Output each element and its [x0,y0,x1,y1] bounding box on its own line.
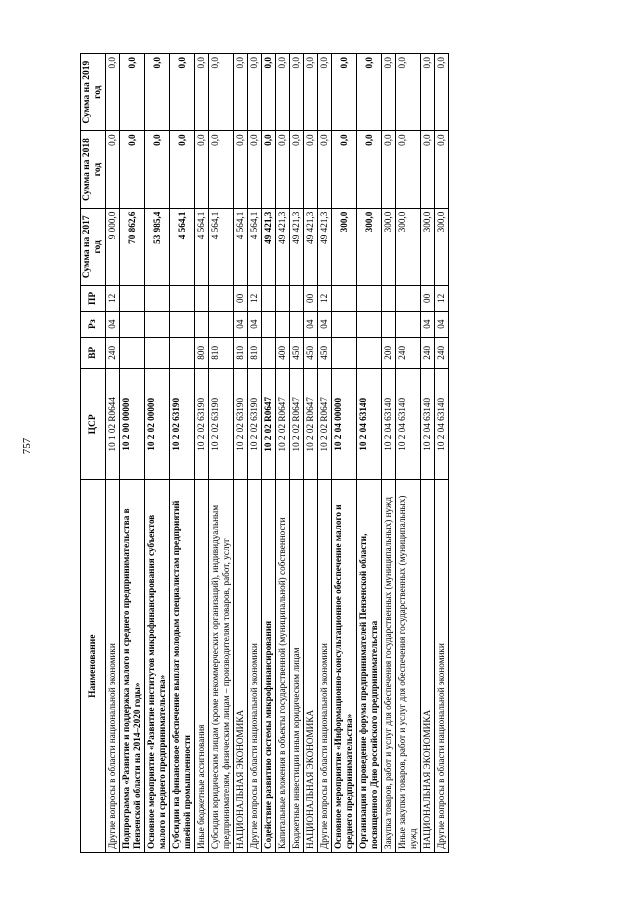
table-row [170,54,195,853]
cell-rz: 04 [421,311,435,337]
table-row [435,54,449,853]
cell-csr: 10 2 00 00000 [120,369,145,480]
rotated-page [80,53,640,853]
cell-sum-2019: 0,0 [357,54,382,131]
cell-rz [145,311,170,337]
table-row [396,54,421,853]
cell-sum-2019: 0,0 [195,54,209,131]
cell-pr [195,286,209,312]
cell-sum-2017: 49 421,3 [276,208,290,285]
header-sum-2019: Сумма на 2019 год [81,54,106,131]
header-rz: Рз [81,311,106,337]
cell-pr [170,286,195,312]
cell-name: Основное мероприятие «Развитие институтов микрофинансирования субъектов малого и среднего предпринимательства» [145,480,170,853]
cell-rz: 04 [304,311,318,337]
header-sum-2017: Сумма на 2017 год [81,208,106,285]
cell-pr: 12 [435,286,449,312]
cell-csr: 10 2 04 63140 [435,369,449,480]
cell-vr: 240 [435,337,449,369]
cell-name: НАЦИОНАЛЬНАЯ ЭКОНОМИКА [304,480,318,853]
cell-sum-2017: 49 421,3 [304,208,318,285]
cell-name: Субсидии юридическим лицам (кроме некоммерческих организаций), индивидуальным предпринимателям, физическим лицам – производителям товаров, работ, услуг [209,480,234,853]
cell-vr [332,337,357,369]
header-vr: ВР [81,337,106,369]
cell-sum-2019: 0,0 [318,54,332,131]
cell-sum-2018: 0,0 [262,131,276,208]
cell-sum-2018: 0,0 [195,131,209,208]
cell-csr: 10 2 04 00000 [332,369,357,480]
cell-sum-2019: 0,0 [304,54,318,131]
cell-rz [290,311,304,337]
cell-sum-2018: 0,0 [318,131,332,208]
cell-vr: 810 [234,337,248,369]
cell-vr: 200 [382,337,396,369]
cell-sum-2017: 300,0 [357,208,382,285]
cell-vr [357,337,382,369]
cell-csr: 10 2 02 63190 [209,369,234,480]
cell-name: Бюджетные инвестиции иным юридическим лицам [290,480,304,853]
table-row [209,54,234,853]
cell-rz [209,311,234,337]
cell-pr [276,286,290,312]
cell-sum-2017: 4 564,1 [170,208,195,285]
cell-vr [262,337,276,369]
table-body [106,54,449,853]
cell-vr: 450 [304,337,318,369]
cell-rz [357,311,382,337]
cell-name: Другие вопросы в области национальной экономики [248,480,262,853]
header-sum-2018: Сумма на 2018 год [81,131,106,208]
cell-csr: 10 2 02 63190 [234,369,248,480]
cell-vr: 450 [290,337,304,369]
cell-pr: 00 [421,286,435,312]
cell-csr: 10 2 02 R0647 [318,369,332,480]
cell-sum-2019: 0,0 [435,54,449,131]
cell-csr: 10 2 02 63190 [248,369,262,480]
cell-sum-2019: 0,0 [234,54,248,131]
table-row [290,54,304,853]
cell-sum-2017: 49 421,3 [290,208,304,285]
cell-csr: 10 2 04 63140 [396,369,421,480]
header-name: Наименование [81,480,106,853]
cell-csr: 10 2 04 63140 [382,369,396,480]
cell-pr: 12 [106,286,120,312]
table-row [357,54,382,853]
cell-sum-2017: 300,0 [421,208,435,285]
cell-name: НАЦИОНАЛЬНАЯ ЭКОНОМИКА [234,480,248,853]
cell-pr: 12 [248,286,262,312]
cell-vr: 240 [106,337,120,369]
cell-vr: 400 [276,337,290,369]
cell-pr: 12 [318,286,332,312]
table-row [332,54,357,853]
table-row [318,54,332,853]
table-row [248,54,262,853]
cell-sum-2019: 0,0 [421,54,435,131]
table-row [304,54,318,853]
cell-rz [170,311,195,337]
cell-sum-2019: 0,0 [145,54,170,131]
header-csr: ЦСР [81,369,106,480]
cell-csr: 10 2 02 R0647 [290,369,304,480]
cell-rz: 04 [234,311,248,337]
cell-sum-2017: 9 000,0 [106,208,120,285]
cell-sum-2017: 4 564,1 [234,208,248,285]
table-row [421,54,435,853]
cell-sum-2019: 0,0 [332,54,357,131]
cell-sum-2017: 300,0 [382,208,396,285]
cell-name: НАЦИОНАЛЬНАЯ ЭКОНОМИКА [421,480,435,853]
cell-csr: 10 2 02 R0647 [276,369,290,480]
cell-sum-2018: 0,0 [145,131,170,208]
table-row [106,54,120,853]
cell-name: Содействие развитию системы микрофинансирования [262,480,276,853]
cell-name: Другие вопросы в области национальной экономики [106,480,120,853]
cell-vr [145,337,170,369]
cell-rz [120,311,145,337]
header-pr: ПР [81,286,106,312]
cell-sum-2019: 0,0 [396,54,421,131]
cell-sum-2019: 0,0 [209,54,234,131]
cell-sum-2018: 0,0 [120,131,145,208]
cell-sum-2017: 4 564,1 [248,208,262,285]
page-number: 757 [21,437,33,455]
cell-vr [170,337,195,369]
cell-vr: 240 [421,337,435,369]
cell-rz [276,311,290,337]
cell-name: Закупка товаров, работ и услуг для обеспечения государственных (муниципальных) нужд [382,480,396,853]
cell-csr: 10 2 02 00000 [145,369,170,480]
cell-sum-2019: 0,0 [106,54,120,131]
cell-rz: 04 [318,311,332,337]
cell-pr [332,286,357,312]
cell-sum-2019: 0,0 [262,54,276,131]
cell-name: Иные закупки товаров, работ и услуг для обеспечения государственных (муниципальных) нужд [396,480,421,853]
cell-pr: 00 [304,286,318,312]
cell-csr: 10 2 04 63140 [357,369,382,480]
cell-name: Другие вопросы в области национальной экономики [435,480,449,853]
cell-sum-2017: 300,0 [396,208,421,285]
cell-sum-2019: 0,0 [170,54,195,131]
cell-pr [382,286,396,312]
cell-csr: 10 2 02 R0647 [262,369,276,480]
cell-sum-2018: 0,0 [332,131,357,208]
table-row [120,54,145,853]
cell-pr [396,286,421,312]
cell-sum-2019: 0,0 [120,54,145,131]
cell-name: Основное мероприятие «Информационно-консультационное обеспечение малого и среднего предпринимательства» [332,480,357,853]
cell-name: Другие вопросы в области национальной экономики [318,480,332,853]
cell-name: Капитальные вложения в объекты государственной (муниципальной) собственности [276,480,290,853]
cell-rz [195,311,209,337]
cell-rz: 04 [106,311,120,337]
cell-vr [120,337,145,369]
cell-sum-2017: 4 564,1 [195,208,209,285]
cell-name: Организация и проведение форума предпринимателей Пензенской области, посвященного Дню российского предпринимательства [357,480,382,853]
cell-sum-2019: 0,0 [276,54,290,131]
cell-vr: 450 [318,337,332,369]
cell-sum-2018: 0,0 [276,131,290,208]
cell-rz [262,311,276,337]
cell-sum-2018: 0,0 [290,131,304,208]
cell-vr: 810 [209,337,234,369]
cell-sum-2018: 0,0 [396,131,421,208]
cell-pr [290,286,304,312]
cell-vr: 240 [396,337,421,369]
table-row [382,54,396,853]
table-row [234,54,248,853]
cell-csr: 10 2 04 63140 [421,369,435,480]
cell-sum-2017: 53 985,4 [145,208,170,285]
cell-pr [145,286,170,312]
cell-csr: 10 1 02 R0644 [106,369,120,480]
cell-name: Субсидии на финансовое обеспечение выплат молодым специалистам предприятий швейной промышленности [170,480,195,853]
cell-sum-2018: 0,0 [234,131,248,208]
cell-sum-2018: 0,0 [209,131,234,208]
cell-sum-2019: 0,0 [248,54,262,131]
table-row [195,54,209,853]
cell-sum-2018: 0,0 [382,131,396,208]
cell-pr [357,286,382,312]
cell-pr [120,286,145,312]
cell-pr [209,286,234,312]
cell-sum-2019: 0,0 [382,54,396,131]
table-row [262,54,276,853]
cell-sum-2018: 0,0 [248,131,262,208]
cell-sum-2017: 70 862,6 [120,208,145,285]
cell-sum-2018: 0,0 [304,131,318,208]
cell-sum-2018: 0,0 [435,131,449,208]
cell-rz [396,311,421,337]
cell-sum-2017: 49 421,3 [262,208,276,285]
cell-csr: 10 2 02 63190 [195,369,209,480]
cell-vr: 810 [248,337,262,369]
cell-pr: 00 [234,286,248,312]
cell-rz: 04 [435,311,449,337]
cell-sum-2018: 0,0 [421,131,435,208]
cell-csr: 10 2 02 R0647 [304,369,318,480]
cell-sum-2017: 4 564,1 [209,208,234,285]
cell-sum-2018: 0,0 [357,131,382,208]
cell-sum-2018: 0,0 [170,131,195,208]
cell-sum-2017: 49 421,3 [318,208,332,285]
cell-rz: 04 [248,311,262,337]
cell-csr: 10 2 02 63190 [170,369,195,480]
cell-sum-2017: 300,0 [332,208,357,285]
table-row [145,54,170,853]
cell-pr [262,286,276,312]
cell-vr: 800 [195,337,209,369]
table-row [276,54,290,853]
cell-name: Подпрограмма «Развитие и поддержка малого и среднего предпринимательства в Пензенской области на 2014–2020 годы» [120,480,145,853]
table-header-row [81,54,106,853]
budget-table [80,53,449,853]
cell-rz [332,311,357,337]
cell-name: Иные бюджетные ассигнования [195,480,209,853]
cell-sum-2019: 0,0 [290,54,304,131]
cell-sum-2017: 300,0 [435,208,449,285]
cell-sum-2018: 0,0 [106,131,120,208]
cell-rz [382,311,396,337]
